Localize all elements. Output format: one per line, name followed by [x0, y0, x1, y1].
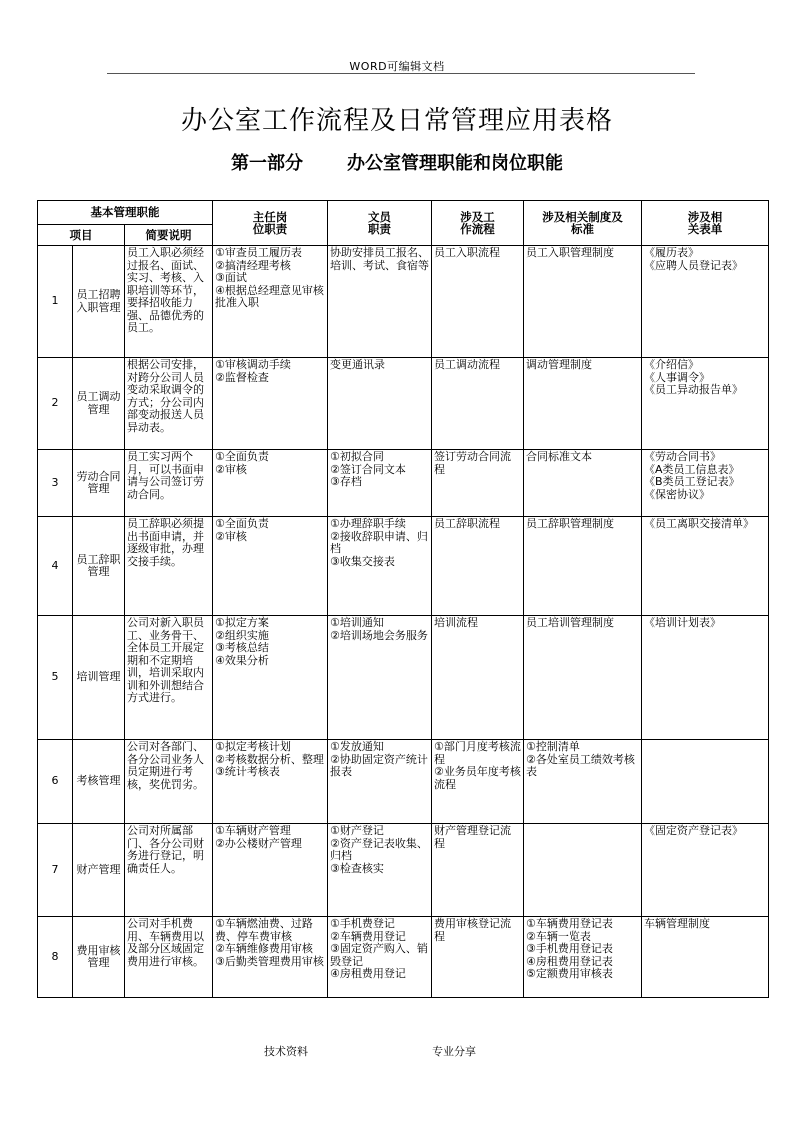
list-item: ①拟定方案: [215, 616, 269, 629]
header-director: 主任岗 位职责: [213, 201, 328, 246]
list-item: ②监督检查: [215, 370, 269, 384]
list-item: ③手机费用登记表: [526, 942, 613, 955]
row-workflow: [432, 450, 524, 517]
list-item: 《A类员工信息表》: [644, 462, 740, 476]
list-item: ①办理辞职手续: [330, 517, 406, 530]
list-item: 员工调动流程: [434, 358, 501, 371]
list-item: 员工入职流程: [434, 246, 501, 259]
list-item: 《固定资产登记表》: [644, 824, 744, 837]
list-item: 员工辞职流程: [434, 517, 501, 530]
row-workflow: [432, 246, 524, 358]
row-workflow: [432, 616, 524, 740]
list-item: ①部门月度考核流程: [434, 740, 521, 766]
list-item: ②车辆费用登记: [330, 929, 406, 943]
row-clerk-duties: [328, 246, 432, 358]
list-item: 《人事调令》: [644, 370, 711, 384]
document-header: WORD可编辑文档: [349, 60, 445, 73]
list-item: 《培训计划表》: [644, 616, 722, 629]
row-number: 5: [38, 616, 73, 740]
row-system: [524, 740, 642, 824]
row-number: 6: [38, 740, 73, 824]
list-item: ③检查核实: [330, 861, 384, 875]
row-forms: [642, 517, 769, 616]
header-forms: 涉及相 关表单: [642, 201, 769, 246]
footer-left: 技术资料: [264, 1045, 308, 1058]
subtitle-part: 第一部分: [231, 153, 303, 174]
list-item: 《应聘人员登记表》: [644, 258, 744, 272]
list-item: 员工入职管理制度: [526, 246, 615, 259]
header-item: 项目: [38, 225, 125, 246]
list-item: 车辆管理制度: [644, 917, 711, 930]
list-item: ②审核: [215, 529, 247, 543]
row-item: 员工辞职管理: [73, 517, 125, 616]
list-item: ⑤定额费用审核表: [526, 967, 613, 980]
table-row: [38, 740, 769, 824]
list-item: ④根据总经理意见审核批准入职: [215, 283, 324, 309]
list-item: ②协助固定资产统计报表: [330, 752, 428, 778]
row-item: 财产管理: [73, 824, 125, 917]
row-item: 培训管理: [73, 616, 125, 740]
list-item: 合同标准文本: [526, 450, 593, 463]
row-clerk-duties: [328, 740, 432, 824]
footer-right: 专业分享: [432, 1045, 476, 1058]
list-item: ②资产登记表收集、归档: [330, 836, 428, 862]
list-item: ③存档: [330, 475, 362, 488]
table-row: [38, 246, 769, 358]
list-item: ①初拟合同: [330, 450, 384, 463]
row-brief: 员工实习两个月，可以书面申请与公司签订劳动合同。: [125, 450, 213, 517]
row-clerk-duties: [328, 358, 432, 450]
row-forms: [642, 450, 769, 517]
list-item: 财产管理登记流程: [434, 824, 512, 850]
header-brief: 简要说明: [125, 225, 213, 246]
row-number: 1: [38, 246, 73, 358]
row-brief: 公司对所属部门、各分公司财务进行登记，明确责任人。: [125, 824, 213, 917]
list-item: 签订劳动合同流程: [434, 450, 512, 476]
row-clerk-duties: [328, 517, 432, 616]
list-item: ②审核: [215, 462, 247, 476]
row-number: 8: [38, 917, 73, 998]
row-director-duties: [213, 517, 328, 616]
list-item: 调动管理制度: [526, 358, 593, 371]
list-item: 《B类员工登记表》: [644, 475, 740, 488]
list-item: ③统计考核表: [215, 765, 280, 778]
list-item: ②车辆一览表: [526, 929, 591, 943]
list-item: 员工辞职管理制度: [526, 517, 615, 530]
list-item: 变更通讯录: [330, 358, 386, 371]
subtitle-name: 办公室管理职能和岗位职能: [347, 153, 563, 174]
list-item: 《履历表》: [644, 246, 700, 259]
list-item: ③固定资产购入、销毁登记: [330, 942, 428, 968]
list-item: 费用审核登记流程: [434, 917, 512, 943]
list-item: ②接收辞职申请、归档: [330, 529, 428, 555]
header-clerk: 文员 职责: [328, 201, 432, 246]
row-director-duties: [213, 246, 328, 358]
list-item: ③面试: [215, 271, 247, 284]
header-divider: [107, 73, 695, 74]
row-brief: 公司对手机费用、车辆费用以及部分区域固定费用进行审核。: [125, 917, 213, 998]
list-item: ④效果分析: [215, 653, 269, 667]
list-item: 《员工离职交接清单》: [644, 517, 755, 530]
list-item: ④房租费用登记表: [526, 954, 613, 968]
list-item: 《员工异动报告单》: [644, 383, 744, 396]
list-item: ①车辆财产管理: [215, 824, 291, 837]
row-clerk-duties: [328, 450, 432, 517]
row-director-duties: [213, 917, 328, 998]
list-item: ②车辆维修费用审核: [215, 942, 313, 955]
table-body: [38, 246, 769, 998]
row-number: 7: [38, 824, 73, 917]
row-brief: 员工辞职必须提出书面申请，并逐级审批，办理交接手续。: [125, 517, 213, 616]
row-workflow: [432, 824, 524, 917]
table-row: [38, 358, 769, 450]
list-item: ①审核调动手续: [215, 358, 291, 371]
table-row: [38, 917, 769, 998]
row-director-duties: [213, 358, 328, 450]
row-clerk-duties: [328, 824, 432, 917]
management-table: [37, 200, 769, 998]
row-system: [524, 824, 642, 917]
header-basic-functions: 基本管理职能: [38, 201, 213, 225]
list-item: ①拟定考核计划: [215, 740, 291, 753]
row-director-duties: [213, 740, 328, 824]
row-workflow: [432, 517, 524, 616]
row-number: 4: [38, 517, 73, 616]
row-item: 员工招聘入职管理: [73, 246, 125, 358]
table-row: [38, 450, 769, 517]
list-item: ②各处室员工绩效考核表: [526, 752, 635, 778]
list-item: ①发放通知: [330, 740, 384, 753]
list-item: 培训流程: [434, 616, 479, 629]
list-item: ①手机费登记: [330, 917, 395, 930]
row-clerk-duties: [328, 917, 432, 998]
row-item: 费用审核管理: [73, 917, 125, 998]
row-number: 2: [38, 358, 73, 450]
row-system: [524, 917, 642, 998]
row-forms: [642, 917, 769, 998]
row-clerk-duties: [328, 616, 432, 740]
row-item: 考核管理: [73, 740, 125, 824]
list-item: ②签订合同文本: [330, 462, 406, 476]
row-item: 员工调动管理: [73, 358, 125, 450]
document-subtitle: [0, 149, 794, 175]
list-item: ②组织实施: [215, 628, 269, 642]
row-forms: [642, 740, 769, 824]
list-item: ②办公楼财产管理: [215, 836, 302, 850]
list-item: ①全面负责: [215, 450, 269, 463]
row-forms: [642, 358, 769, 450]
list-item: ①车辆费用登记表: [526, 917, 613, 930]
row-brief: 公司对各部门、各分公司业务人员定期进行考核，奖优罚劣。: [125, 740, 213, 824]
list-item: ②业务员年度考核流程: [434, 765, 521, 791]
row-number: 3: [38, 450, 73, 517]
list-item: ③收集交接表: [330, 554, 395, 568]
row-workflow: [432, 917, 524, 998]
list-item: 协助安排员工报名、培训、考试、食宿等: [330, 246, 430, 272]
row-director-duties: [213, 450, 328, 517]
row-system: [524, 358, 642, 450]
list-item: 《劳动合同书》: [644, 450, 722, 463]
list-item: ②搞清经理考核: [215, 258, 291, 272]
list-item: 《介绍信》: [644, 358, 700, 371]
row-brief: 员工入职必须经过报名、面试、实习、考核、入职培训等环节，要择招收能力强、品德优秀的员工。: [125, 246, 213, 358]
row-director-duties: [213, 616, 328, 740]
list-item: ③考核总结: [215, 641, 269, 654]
row-brief: 根据公司安排，对跨分公司人员变动采取调令的方式；分公司内部变动报送人员异动表。: [125, 358, 213, 450]
list-item: ①控制清单: [526, 740, 580, 753]
row-system: [524, 450, 642, 517]
row-workflow: [432, 740, 524, 824]
table-row: [38, 616, 769, 740]
row-director-duties: [213, 824, 328, 917]
header-workflow: 涉及工 作流程: [432, 201, 524, 246]
list-item: 员工培训管理制度: [526, 616, 615, 629]
row-system: [524, 517, 642, 616]
list-item: ④房租费用登记: [330, 967, 406, 980]
list-item: ①车辆燃油费、过路费、停车费审核: [215, 917, 313, 943]
list-item: ①财产登记: [330, 824, 384, 837]
row-system: [524, 616, 642, 740]
list-item: ①审查员工履历表: [215, 246, 302, 259]
list-item: ②考核数据分析、整理: [215, 752, 324, 766]
row-item: 劳动合同管理: [73, 450, 125, 517]
row-forms: [642, 824, 769, 917]
row-forms: [642, 246, 769, 358]
list-item: 《保密协议》: [644, 487, 711, 501]
row-brief: 公司对新入职员工、业务骨干、全体员工开展定期和不定期培训，培训采取内训和外训想结合方式进行。: [125, 616, 213, 740]
list-item: ②培训场地会务服务: [330, 628, 428, 642]
row-system: [524, 246, 642, 358]
list-item: ③后勤类管理费用审核: [215, 954, 324, 968]
table-row: [38, 517, 769, 616]
document-title: 办公室工作流程及日常管理应用表格: [180, 106, 613, 136]
table-row: [38, 824, 769, 917]
list-item: ①培训通知: [330, 616, 384, 629]
row-workflow: [432, 358, 524, 450]
header-system: 涉及相关制度及 标准: [524, 201, 642, 246]
row-forms: [642, 616, 769, 740]
list-item: ①全面负责: [215, 517, 269, 530]
